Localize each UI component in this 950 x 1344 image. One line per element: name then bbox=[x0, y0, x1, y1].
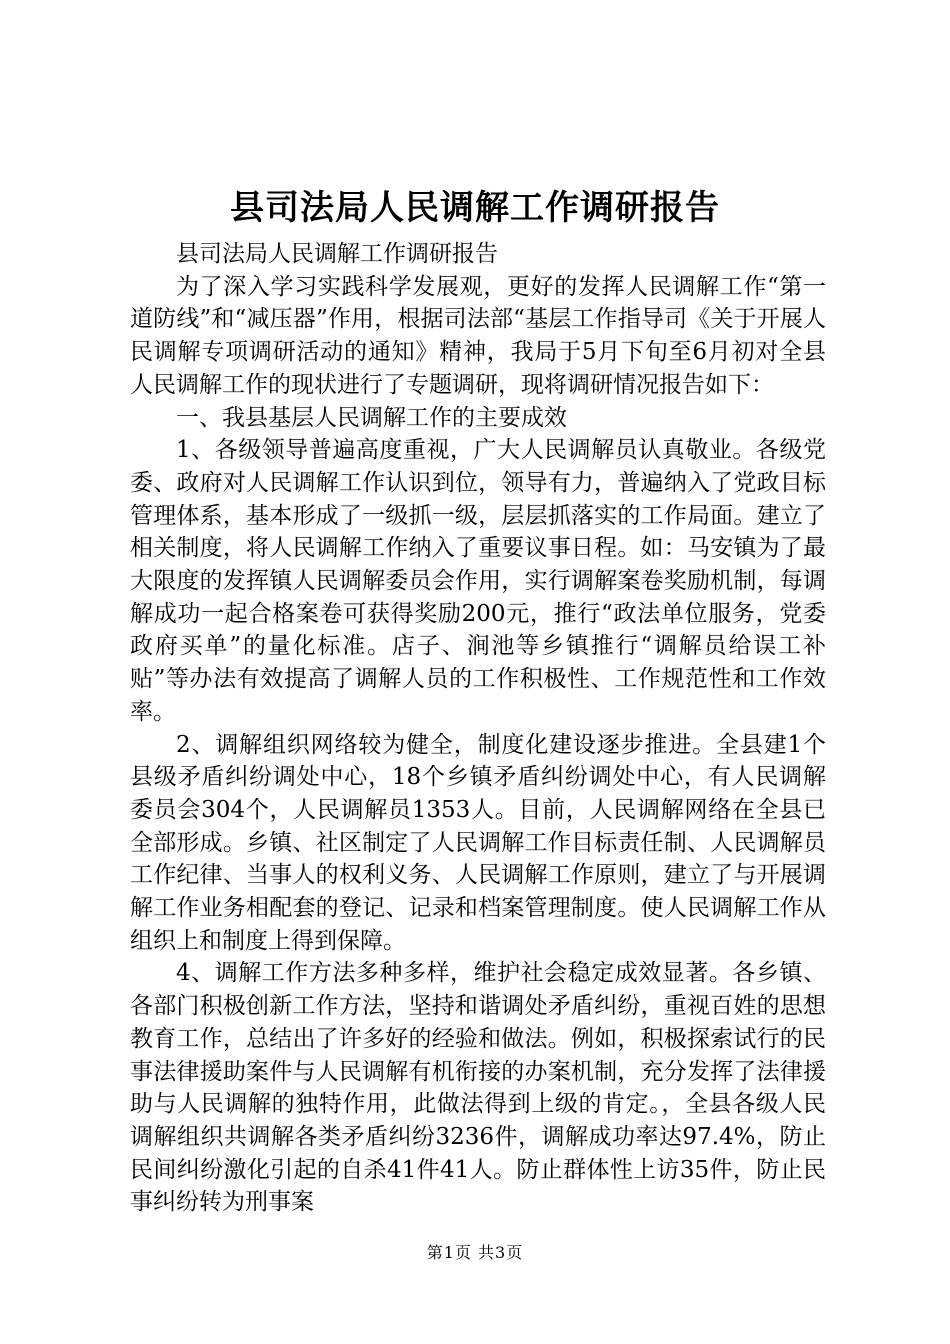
document-body bbox=[130, 238, 826, 1219]
paragraph-subtitle: 县司法局人民调解工作调研报告 bbox=[176, 241, 498, 267]
paragraph-point-1: 1、各级领导普遍高度重视，广大人民调解员认真敬业。各级党委、政府对人民调解工作认识到位，领导有力，普遍纳入了党政目标管理体系，基本形成了一级抓一级，层层抓落实的工作局面。建立了相关制度，将人民调解工作纳入了重要议事日程。如：马安镇为了最大限度的发挥镇人民调解委员会作用，实行调解案卷奖励机制，每调解成功一起合格案卷可获得奖励200元，推行“政法单位服务，党委政府买单”的量化标准。店子、涧池等乡镇推行“调解员给误工补贴”等办法有效提高了调解人员的工作积极性、工作规范性和工作效率。 bbox=[130, 437, 826, 725]
paragraph-point-4: 4、调解工作方法多种多样，维护社会稳定成效显著。各乡镇、各部门积极创新工作方法，坚持和谐调处矛盾纠纷，重视百姓的思想教育工作，总结出了许多好的经验和做法。例如，积极探索试行的民事法律援助案件与人民调解有机衔接的办案机制，充分发挥了法律援助与人民调解的独特作用，此做法得到上级的肯定。，全县各级人民调解组织共调解各类矛盾纠纷3236件，调解成功率达97.4%，防止民间纠纷激化引起的自杀41件41人。防止群体性上访35件，防止民事纠纷转为刑事案 bbox=[130, 960, 826, 1216]
paragraph-introduction: 为了深入学习实践科学发展观，更好的发挥人民调解工作“第一道防线”和“减压器”作用，根据司法部“基层工作指导司《关于开展人民调解专项调研活动的通知》精神，我局于5月下旬至6月初对全县人民调解工作的现状进行了专题调研，现将调研情况报告如下： bbox=[130, 273, 826, 398]
paragraph-point-2: 2、调解组织网络较为健全，制度化建设逐步推进。全县建1个县级矛盾纠纷调处中心，18个乡镇矛盾纠纷调处中心，有人民调解委员会304个，人民调解员1353人。目前，人民调解网络在全县已全部形成。乡镇、社区制定了人民调解工作目标责任制、人民调解员工作纪律、当事人的权利义务、人民调解工作原则，建立了与开展调解工作业务相配套的登记、记录和档案管理制度。使人民调解工作从组织上和制度上得到保障。 bbox=[130, 731, 826, 954]
document-title: 县司法局人民调解工作调研报告 bbox=[230, 188, 720, 228]
page-footer: 第1页 共3页 bbox=[426, 1243, 524, 1262]
section-heading: 一、我县基层人民调解工作的主要成效 bbox=[176, 404, 567, 431]
